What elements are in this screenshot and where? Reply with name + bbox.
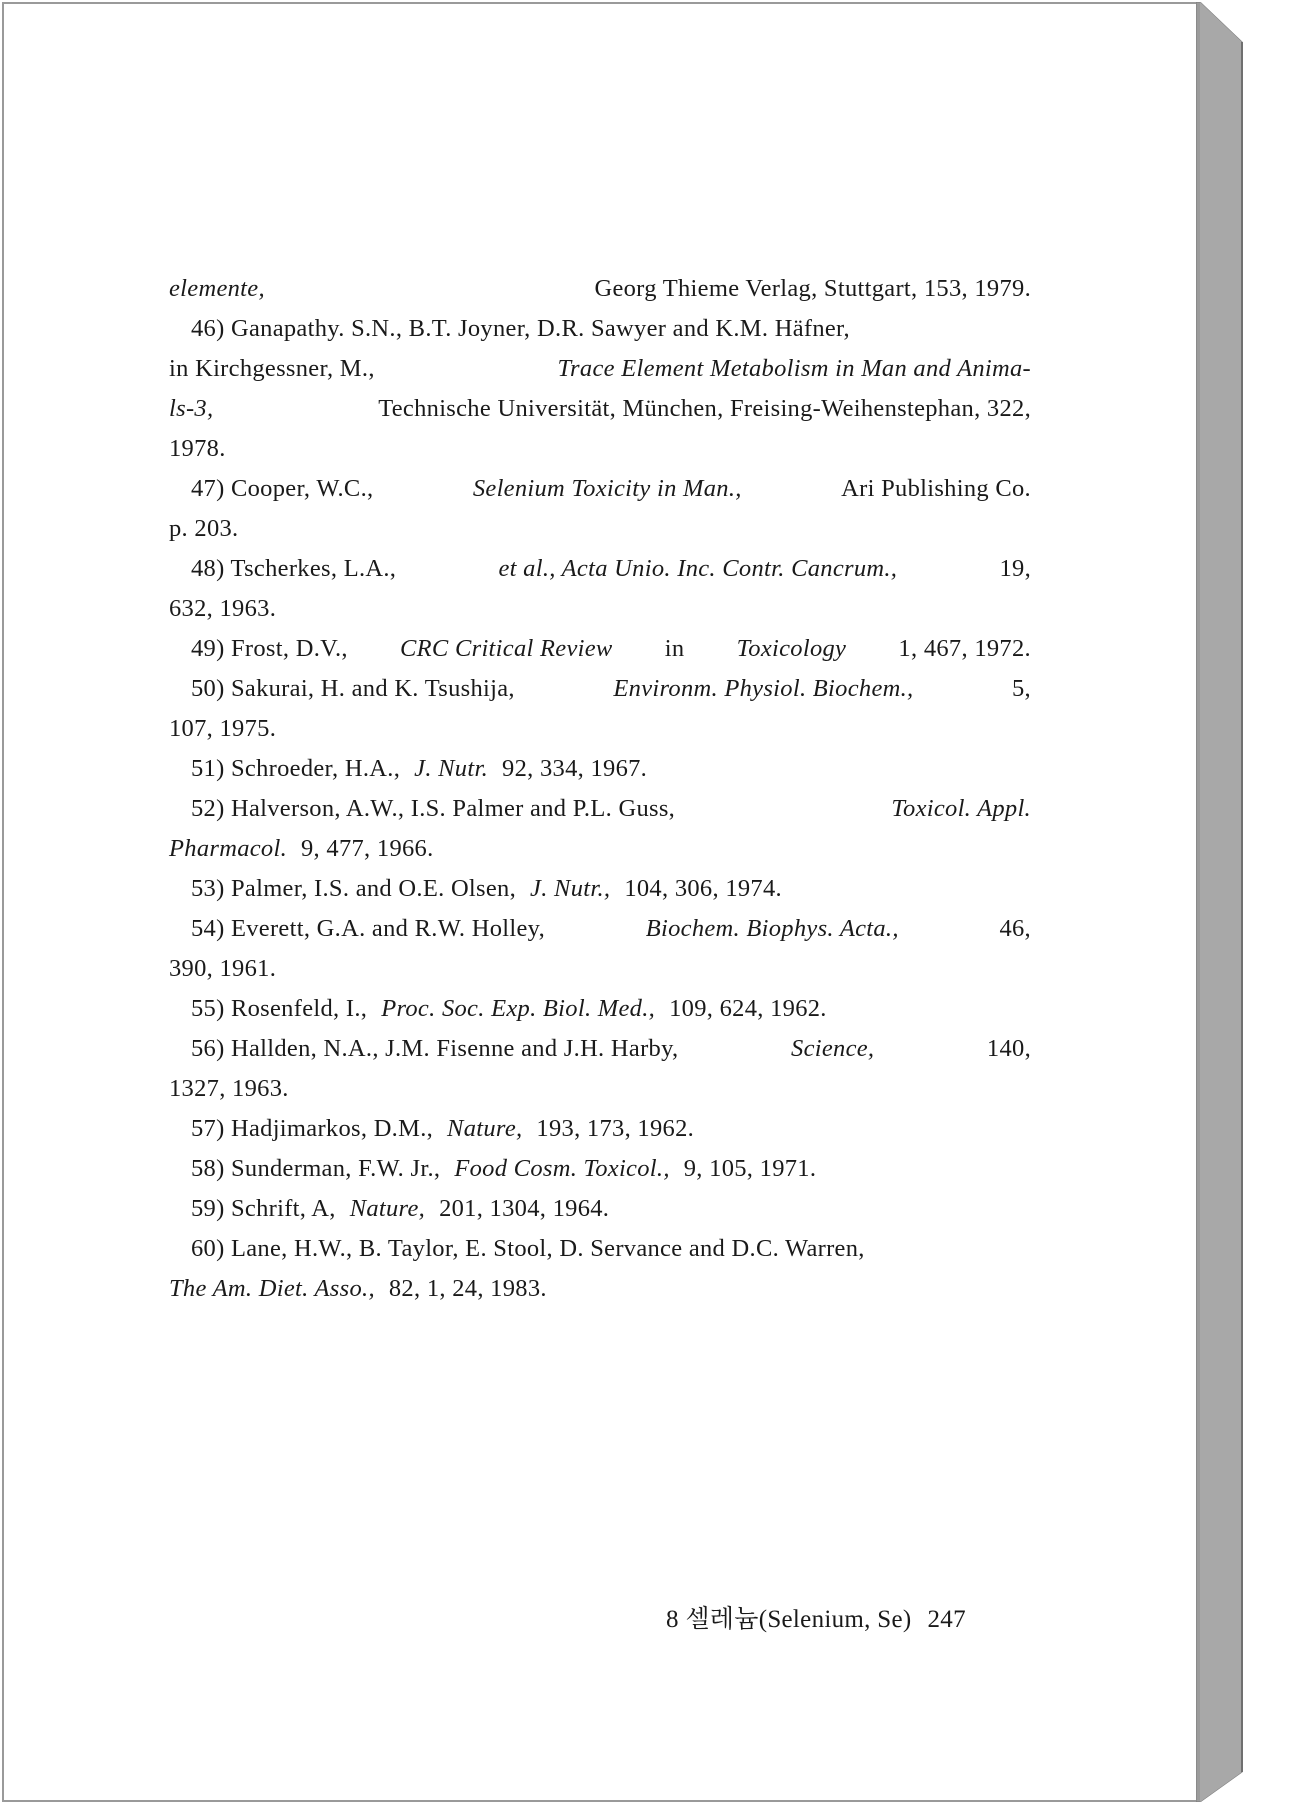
reference-46-line-4 [169,429,1031,469]
reference-text: 55) Rosenfeld, I., [191,995,368,1022]
reference-text: 46, [999,915,1031,942]
reference-56-line-2 [169,1069,1031,1109]
reference-text: 56) Hallden, N.A., J.M. Fisenne and J.H. Harby, [191,1035,679,1062]
reference-58 [169,1149,1031,1189]
reference-text: 92, 334, 1967. [502,755,648,782]
reference-text: 201, 1304, 1964. [439,1195,610,1222]
reference-47-line-1 [169,469,1031,509]
reference-53 [169,869,1031,909]
reference-text: 82, 1, 24, 1983. [388,1275,547,1302]
reference-text: p. 203. [169,515,239,542]
page-edge-shadow [1196,2,1282,1802]
reference-text: 52) Halverson, A.W., I.S. Palmer and P.L. Guss, [191,795,676,822]
reference-51 [169,749,1031,789]
journal-title: Biochem. Biophys. Acta., [645,915,899,942]
reference-text: in [664,635,685,662]
reference-text: 1327, 1963. [169,1075,289,1102]
reference-text: 632, 1963. [169,595,277,622]
reference-47-line-2 [169,509,1031,549]
reference-60-line-2 [169,1269,1031,1309]
reference-text: 51) Schroeder, H.A., [191,755,401,782]
reference-50-line-2 [169,709,1031,749]
reference-text: 104, 306, 1974. [624,875,782,902]
journal-title: CRC Critical Review [400,635,613,662]
reference-text: 390, 1961. [169,955,277,982]
reference-text: Technische Universität, München, Freising-Weihenstephan, 322, [378,395,1031,422]
reference-48-line-2 [169,589,1031,629]
journal-title: J. Nutr. [414,755,489,782]
reference-59 [169,1189,1031,1229]
reference-46-line-3 [169,389,1031,429]
reference-48-line-1 [169,549,1031,589]
journal-title: Trace Element Metabolism in Man and Anima- [557,355,1031,382]
reference-text: 46) Ganapathy. S.N., B.T. Joyner, D.R. Sawyer and K.M. Häfner, [191,315,850,342]
journal-title: Proc. Soc. Exp. Biol. Med., [381,995,656,1022]
journal-title: Science, [791,1035,875,1062]
reference-52-line-1 [169,789,1031,829]
reference-text: 109, 624, 1962. [669,995,827,1022]
reference-text: 53) Palmer, I.S. and O.E. Olsen, [191,875,517,902]
reference-55 [169,989,1031,1029]
reference-46-line-1 [169,309,1031,349]
reference-text: 1, 467, 1972. [898,635,1031,662]
reference-text: 58) Sunderman, F.W. Jr., [191,1155,441,1182]
reference-text: 54) Everett, G.A. and R.W. Holley, [191,915,546,942]
journal-title: Environm. Physiol. Biochem., [613,675,914,702]
journal-title: Selenium Toxicity in Man., [472,475,742,502]
reference-line [169,269,1031,309]
reference-54-line-2 [169,949,1031,989]
journal-title: The Am. Diet. Asso., [169,1275,375,1302]
reference-60-line-1 [169,1229,1031,1269]
reference-50-line-1 [169,669,1031,709]
journal-title: Toxicology [736,635,847,662]
reference-text: 140, [986,1035,1031,1062]
reference-text: 5, [1012,675,1031,702]
journal-title: Pharmacol. [169,835,287,862]
journal-title: Food Cosm. Toxicol., [454,1155,670,1182]
reference-52-line-2 [169,829,1031,869]
reference-text: 49) Frost, D.V., [191,635,348,662]
journal-title: et al., Acta Unio. Inc. Contr. Cancrum., [498,555,898,582]
reference-text: 19, [999,555,1031,582]
reference-56-line-1 [169,1029,1031,1069]
journal-title: ls-3, [169,395,214,422]
journal-title: Nature, [349,1195,426,1222]
running-footer [666,1599,966,1635]
reference-text: 1978. [169,435,226,462]
reference-49 [169,629,1031,669]
reference-text: 107, 1975. [169,715,277,742]
reference-57 [169,1109,1031,1149]
reference-text: Ari Publishing Co. [841,475,1031,502]
chapter-title: 8 셀레늄(Selenium, Se) [666,1606,912,1633]
reference-text: 193, 173, 1962. [536,1115,695,1142]
journal-title: Toxicol. Appl. [891,795,1031,822]
reference-text: 9, 477, 1966. [301,835,434,862]
reference-54-line-1 [169,909,1031,949]
journal-title: Nature, [447,1115,523,1142]
document-page [2,2,1198,1802]
reference-text: 48) Tscherkes, L.A., [191,555,397,582]
reference-46-line-2 [169,349,1031,389]
reference-text: Georg Thieme Verlag, Stuttgart, 153, 1979. [594,275,1031,302]
reference-text: 57) Hadjimarkos, D.M., [191,1115,434,1142]
reference-text: 59) Schrift, A, [191,1195,336,1222]
reference-text: 47) Cooper, W.C., [191,475,374,502]
reference-text: 60) Lane, H.W., B. Taylor, E. Stool, D. Servance and D.C. Warren, [191,1235,865,1262]
reference-text: 9, 105, 1971. [683,1155,817,1182]
journal-title: J. Nutr., [530,875,611,902]
reference-text: 50) Sakurai, H. and K. Tsushija, [191,675,515,702]
journal-title: elemente, [169,275,265,302]
reference-text: in Kirchgessner, M., [169,355,375,382]
reference-list [169,269,1031,1309]
page-number: 247 [927,1606,966,1633]
